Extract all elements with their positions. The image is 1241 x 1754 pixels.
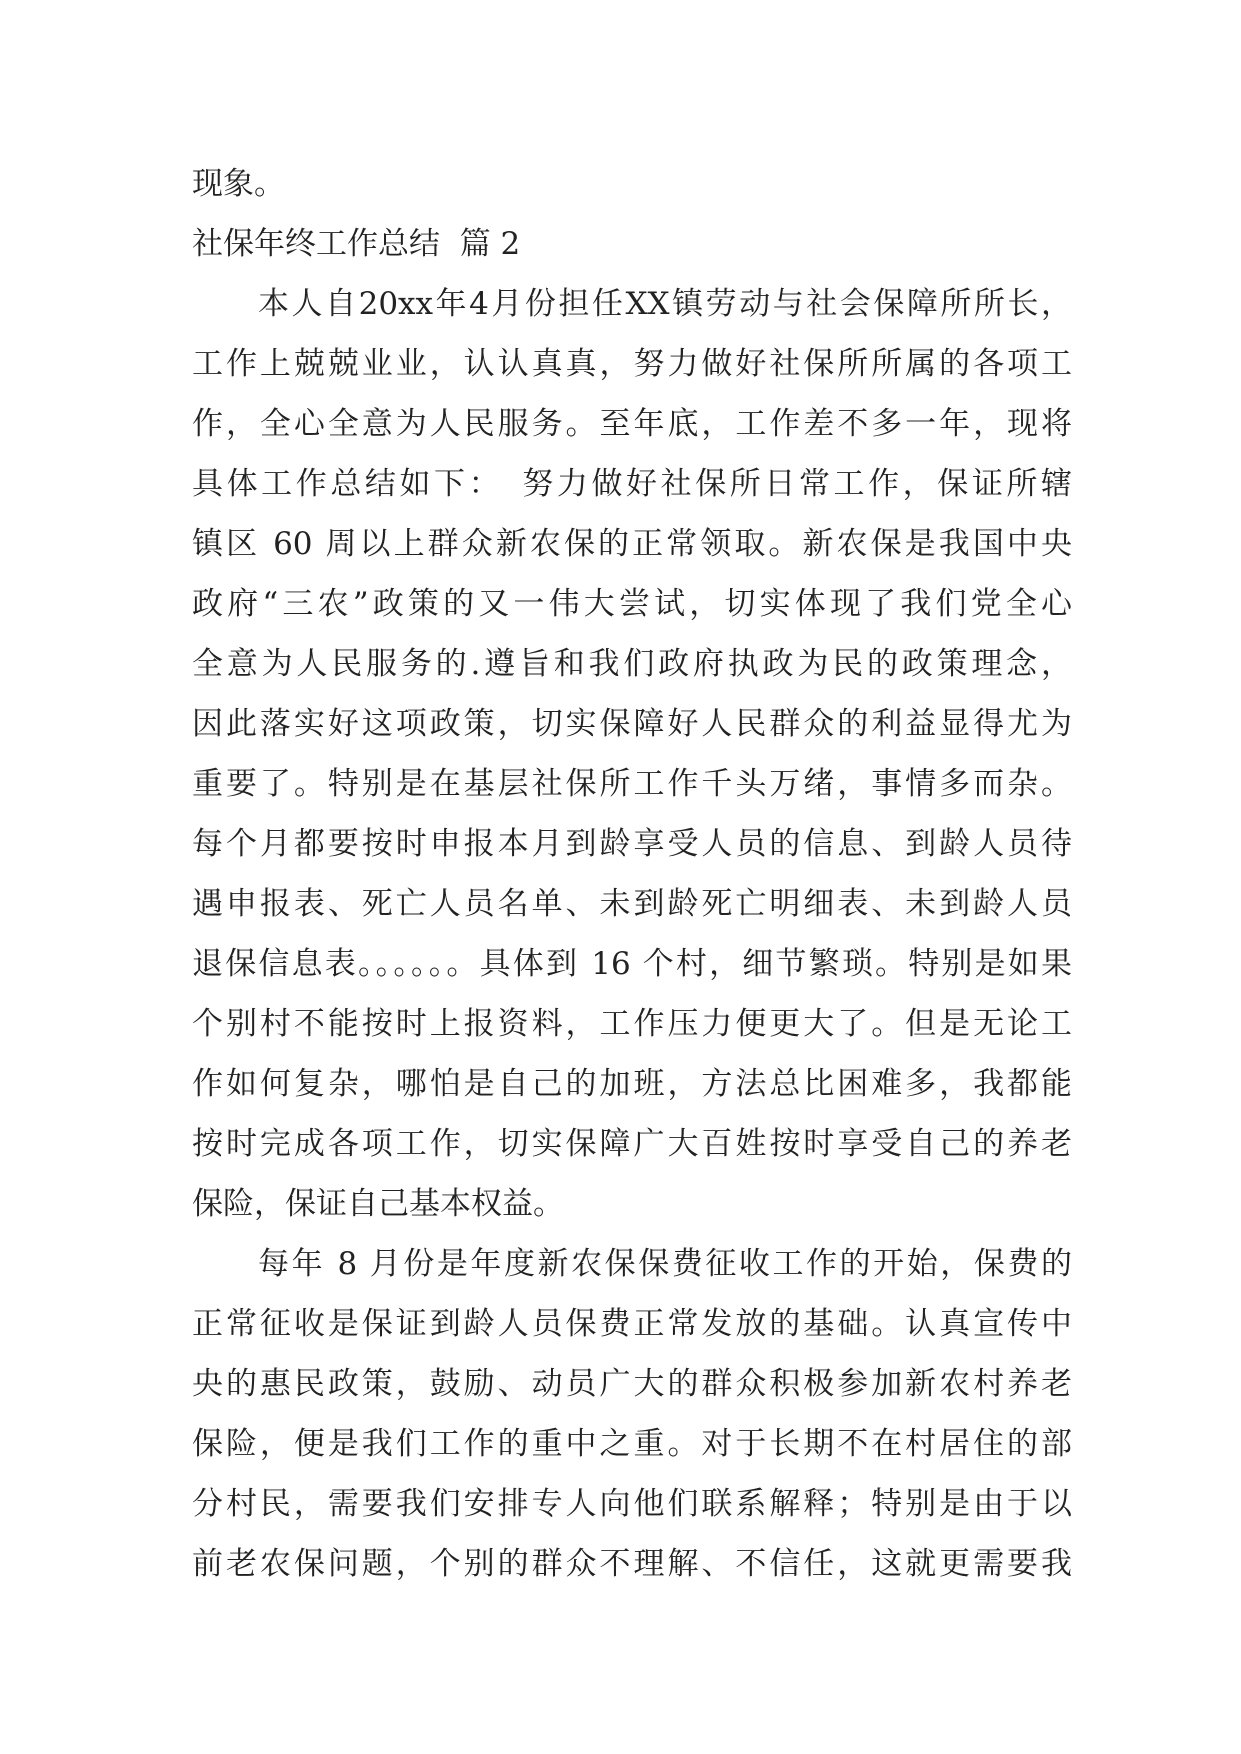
paragraph-line: 正常征收是保证到龄人员保费正常发放的基础。认真宣传中 <box>192 1306 1072 1342</box>
paragraph-line: 作，全心全意为人民服务。至年底，工作差不多一年，现将 <box>192 406 1072 442</box>
paragraph-line: 每年 8 月份是年度新农保保费征收工作的开始，保费的 <box>258 1246 1072 1282</box>
paragraph-line: 按时完成各项工作，切实保障广大百姓按时享受自己的养老 <box>192 1126 1072 1162</box>
document-body <box>192 154 1072 1594</box>
paragraph-line: 镇区 60 周以上群众新农保的正常领取。新农保是我国中央 <box>192 526 1072 562</box>
paragraph-line: 工作上兢兢业业，认认真真，努力做好社保所所属的各项工 <box>192 346 1072 382</box>
paragraph-line: 每个月都要按时申报本月到龄享受人员的信息、到龄人员待 <box>192 826 1072 862</box>
paragraph-line: 个别村不能按时上报资料，工作压力便更大了。但是无论工 <box>192 1006 1072 1042</box>
paragraph-1 <box>192 274 1072 1234</box>
paragraph-line: 保险，便是我们工作的重中之重。对于长期不在村居住的部 <box>192 1426 1072 1462</box>
paragraph-line: 全意为人民服务的.遵旨和我们政府执政为民的政策理念， <box>192 646 1072 682</box>
paragraph-2 <box>192 1234 1072 1594</box>
paragraph-line: 因此落实好这项政策，切实保障好人民群众的利益显得尤为 <box>192 706 1072 742</box>
paragraph-line: 政府“三农”政策的又一伟大尝试，切实体现了我们党全心 <box>192 586 1072 622</box>
paragraph-line: 保险，保证自己基本权益。 <box>192 1186 564 1222</box>
paragraph-line: 央的惠民政策，鼓励、动员广大的群众积极参加新农村养老 <box>192 1366 1072 1402</box>
paragraph-line: 具体工作总结如下： 努力做好社保所日常工作，保证所辖 <box>192 466 1072 502</box>
carryover-line: 现象。 <box>192 166 285 202</box>
paragraph-line: 退保信息表。。。。。。具体到 16 个村，细节繁琐。特别是如果 <box>192 946 1072 982</box>
paragraph-line: 前老农保问题，个别的群众不理解、不信任，这就更需要我 <box>192 1546 1072 1582</box>
paragraph-line: 分村民，需要我们安排专人向他们联系解释；特别是由于以 <box>192 1486 1072 1522</box>
paragraph-line: 本人自20xx年4月份担任XX镇劳动与社会保障所所长， <box>258 286 1072 322</box>
paragraph-line: 重要了。特别是在基层社保所工作千头万绪，事情多而杂。 <box>192 766 1072 802</box>
paragraph-line: 作如何复杂，哪怕是自己的加班，方法总比困难多，我都能 <box>192 1066 1072 1102</box>
section-heading: 社保年终工作总结 篇 2 <box>192 226 521 262</box>
paragraph-line: 遇申报表、死亡人员名单、未到龄死亡明细表、未到龄人员 <box>192 886 1072 922</box>
